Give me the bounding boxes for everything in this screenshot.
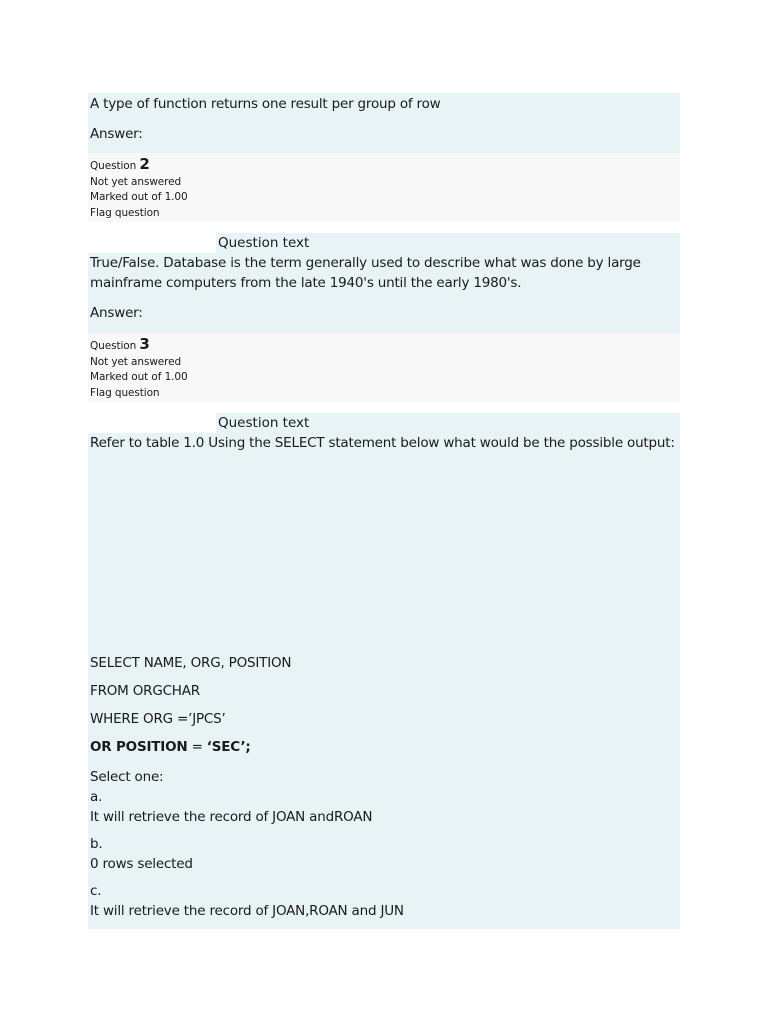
question-2-flag[interactable]: Flag question xyxy=(90,206,160,219)
question-2-info xyxy=(88,153,680,222)
spacer xyxy=(88,222,680,233)
question-1-text: A type of function returns one result per group of row xyxy=(90,96,441,112)
sql-line-4-equals: = xyxy=(187,739,207,755)
select-one-label: Select one: xyxy=(90,769,164,785)
spacer xyxy=(88,402,680,413)
question-2-heading xyxy=(90,157,680,175)
question-3-marks: Marked out of 1.00 xyxy=(90,371,188,383)
question-1-answer-label: Answer: xyxy=(90,126,143,142)
option-b-letter[interactable]: b. xyxy=(90,836,103,852)
question-3-info xyxy=(88,333,680,402)
sql-line-4-value: ‘SEC’; xyxy=(206,739,251,755)
quiz-page xyxy=(88,93,680,929)
option-c-letter[interactable]: c. xyxy=(90,883,102,899)
question-1-content xyxy=(88,93,680,153)
question-2-label: Question xyxy=(90,160,137,172)
sql-line-4 xyxy=(90,737,680,757)
option-a-letter[interactable]: a. xyxy=(90,789,103,805)
question-3-label: Question xyxy=(90,340,137,352)
question-3-content xyxy=(88,433,680,929)
sql-line-1: SELECT NAME, ORG, POSITION xyxy=(90,655,292,671)
table-image-placeholder xyxy=(90,453,680,653)
option-a-text[interactable]: It will retrieve the record of JOAN andROAN xyxy=(90,809,373,825)
question-3-text: Refer to table 1.0 Using the SELECT statement below what would be the possible output: xyxy=(90,435,675,451)
sql-line-3: WHERE ORG =’JPCS’ xyxy=(90,711,226,727)
sql-line-4-keyword: OR POSITION xyxy=(90,739,188,755)
question-2-text-line1: True/False. Database is the term generally used to describe what was done by large xyxy=(90,255,641,271)
question-2-answer-label: Answer: xyxy=(90,305,143,321)
question-2-text-line2: mainframe computers from the late 1940's until the early 1980's. xyxy=(90,275,522,291)
sql-line-2: FROM ORGCHAR xyxy=(90,683,200,699)
option-b-text[interactable]: 0 rows selected xyxy=(90,856,193,872)
question-3-number: 3 xyxy=(139,335,150,353)
option-c-text[interactable]: It will retrieve the record of JOAN,ROAN and JUN xyxy=(90,903,404,919)
question-2-content xyxy=(88,253,680,333)
question-3-text-header: Question text xyxy=(216,413,680,433)
question-3-status: Not yet answered xyxy=(90,355,182,368)
question-2-marks: Marked out of 1.00 xyxy=(90,191,188,203)
question-3-heading xyxy=(90,337,680,355)
question-2-number: 2 xyxy=(139,155,150,173)
question-2-text-header: Question text xyxy=(216,233,680,253)
question-2-status: Not yet answered xyxy=(90,175,182,188)
question-3-flag[interactable]: Flag question xyxy=(90,386,160,399)
